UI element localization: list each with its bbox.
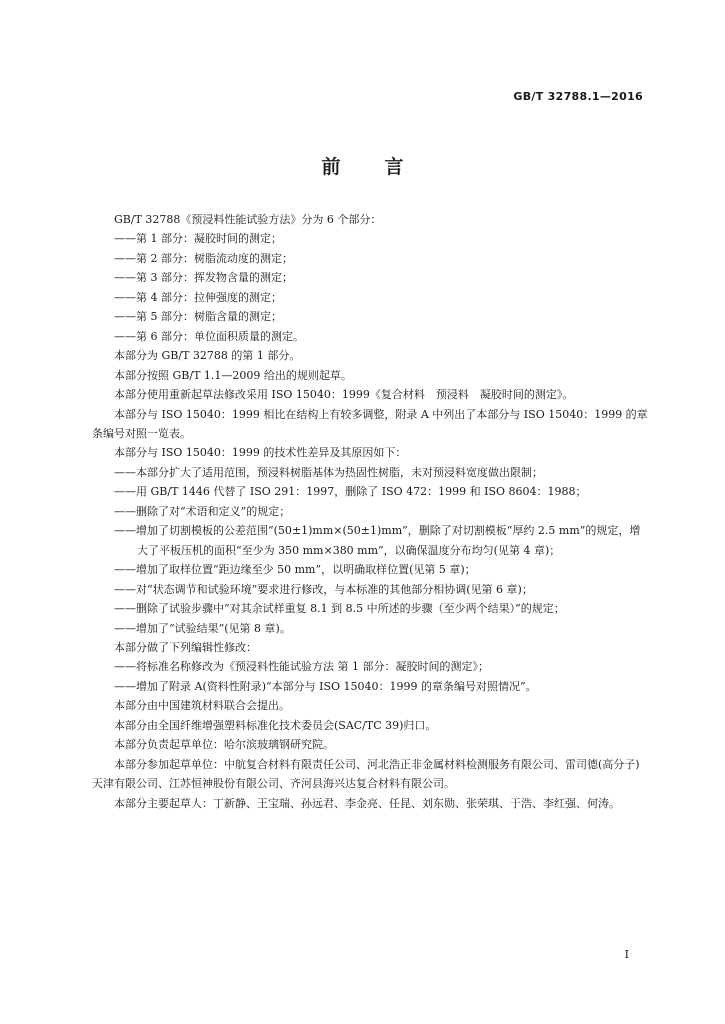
dash-list-item: ——增加了“试验结果”(见第 8 章)。 — [114, 621, 291, 635]
dash-list-item: ——增加了切割模板的公差范围“(50±1)mm×(50±1)mm”，删除了对切割模板“厚约 2.5 mm”的规定，增大了平板压机的面积“至少为 350 mm×380 mm”，以确保温度分布均匀(见第 4 章)； — [114, 524, 641, 557]
dash-list-item: ——删除了对“术语和定义”的规定； — [114, 504, 291, 518]
paragraph: 本部分主要起草人：丁新静、王宝瑞、孙远君、李金亮、任昆、刘东勋、张荣琪、于浩、李红强、何涛。 — [114, 796, 620, 810]
foreword-body — [92, 210, 648, 813]
paragraph: 本部分由全国纤维增强塑料标准化技术委员会(SAC/TC 39)归口。 — [114, 718, 437, 732]
dash-list-item: ——本部分扩大了适用范围，预浸料树脂基体为热固性树脂，未对预浸料宽度做出限制； — [114, 465, 543, 479]
paragraph: 本部分由中国建筑材料联合会提出。 — [114, 699, 290, 713]
dash-list-item: ——将标准名称修改为《预浸料性能试验方法 第 1 部分：凝胶时间的测定》； — [114, 660, 489, 674]
paragraph: 本部分负责起草单位：哈尔滨玻璃钢研究院。 — [114, 738, 334, 752]
dash-list-item: ——第 1 部分：凝胶时间的测定； — [114, 232, 282, 246]
title-char-1: 前 — [321, 156, 341, 178]
dash-list-item: ——用 GB/T 1446 代替了 ISO 291：1997，删除了 ISO 472：1999 和 ISO 8604：1988； — [114, 485, 587, 499]
paragraph: 本部分做了下列编辑性修改： — [114, 640, 257, 654]
title-char-2: 言 — [384, 156, 404, 178]
paragraph: 本部分使用重新起草法修改采用 ISO 15040：1999《复合材料 预浸料 凝胶时间的测定》。 — [114, 388, 574, 402]
paragraph: 本部分按照 GB/T 1.1—2009 给出的规则起草。 — [114, 368, 352, 382]
dash-list-item: ——第 2 部分：树脂流动度的测定； — [114, 251, 293, 265]
page-number: I — [624, 948, 629, 961]
page-title — [0, 152, 725, 179]
dash-list-item: ——增加了附录 A(资料性附录)“本部分与 ISO 15040：1999 的章条编号对照情况”。 — [114, 679, 537, 693]
standard-number: GB/T 32788.1—2016 — [513, 90, 643, 103]
paragraph: 本部分为 GB/T 32788 的第 1 部分。 — [114, 349, 301, 363]
dash-list-item: ——删除了试验步骤中“对其余试样重复 8.1 到 8.5 中所述的步骤（至少两个结果）”的规定； — [114, 602, 565, 616]
dash-list-item: ——第 5 部分：树脂含量的测定； — [114, 310, 282, 324]
paragraph: 本部分参加起草单位：中航复合材料有限责任公司、河北浩正非金属材料检测服务有限公司、雷司德(高分子)天津有限公司、江苏恒神股份有限公司、齐河县海兴达复合材料有限公司。 — [92, 757, 640, 791]
paragraph: GB/T 32788《预浸料性能试验方法》分为 6 个部分： — [114, 213, 382, 226]
dash-list-item: ——增加了取样位置“距边缘至少 50 mm”，以明确取样位置(见第 5 章)； — [114, 563, 476, 577]
dash-list-item: ——第 3 部分：挥发物含量的测定； — [114, 271, 293, 285]
dash-list-item: ——第 6 部分：单位面积质量的测定。 — [114, 329, 304, 343]
dash-list-item: ——第 4 部分：拉伸强度的测定； — [114, 290, 282, 304]
paragraph: 本部分与 ISO 15040：1999 相比在结构上有较多调整，附录 A 中列出了本部分与 ISO 15040：1999 的章条编号对照一览表。 — [92, 407, 648, 440]
dash-list-item: ——对“状态调节和试验环境”要求进行修改，与本标准的其他部分相协调(见第 6 章)； — [114, 582, 533, 596]
paragraph: 本部分与 ISO 15040：1999 的技术性差异及其原因如下： — [114, 446, 407, 460]
